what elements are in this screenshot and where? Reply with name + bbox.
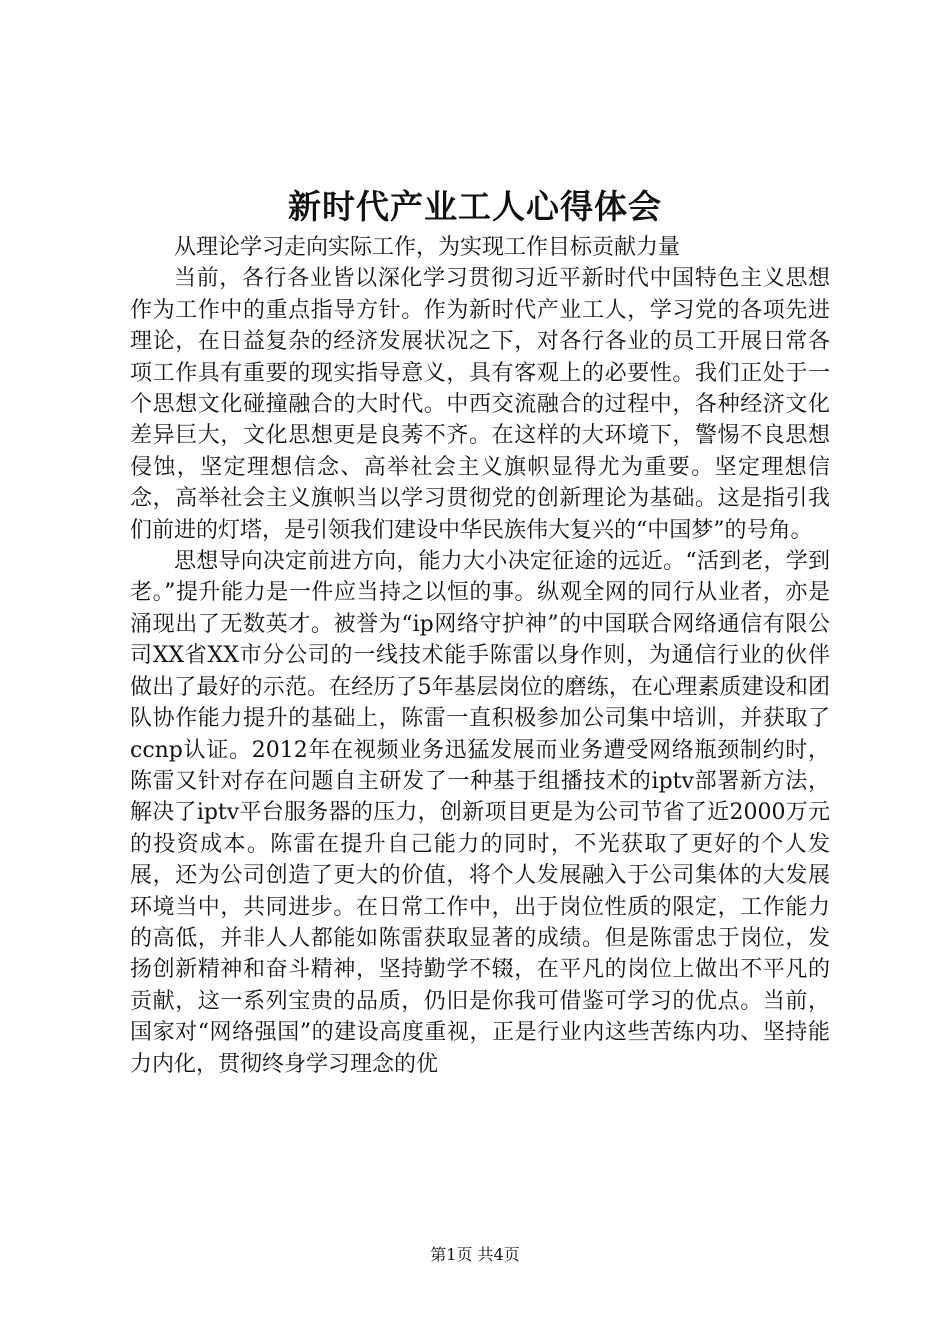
body-paragraph: 当前，各行各业皆以深化学习贯彻习近平新时代中国特色主义思想作为工作中的重点指导方针。作为新时代产业工人，学习党的各项先进理论，在日益复杂的经济发展状况之下，对各行各业的员工开展日常各项工作具有重要的现实指导意义，具有客观上的必要性。我们正处于一个思想文化碰撞融合的大时代。中西交流融合的过程中，各种经济文化差异巨大，文化思想更是良莠不齐。在这样的大环境下，警惕不良思想侵蚀，坚定理想信念、高举社会主义旗帜显得尤为重要。坚定理想信念，高举社会主义旗帜当以学习贯彻党的创新理论为基础。这是指引我们前进的灯塔，是引领我们建设中华民族伟大复兴的“中国梦”的号角。 bbox=[130, 266, 830, 543]
page-footer: 第1页 共4页 bbox=[430, 1245, 520, 1264]
document-title: 新时代产业工人心得体会 bbox=[288, 187, 662, 226]
body-paragraph: 思想导向决定前进方向，能力大小决定征途的远近。“活到老，学到老。”提升能力是一件应当持之以恒的事。纵观全网的同行从业者，亦是涌现出了无数英才。被誉为“ip网络守护神”的中国联合网络通信有限公司XX省XX市分公司的一线技术能手陈雷以身作则，为通信行业的伙伴做出了最好的示范。在经历了5年基层岗位的磨练，在心理素质建设和团队协作能力提升的基础上，陈雷一直积极参加公司集中培训，并获取了ccnp认证。2012年在视频业务迅猛发展而业务遭受网络瓶颈制约时，陈雷又针对存在问题自主研发了一种基于组播技术的iptv部署新方法，解决了iptv平台服务器的压力，创新项目更是为公司节省了近2000万元的投资成本。陈雷在提升自己能力的同时，不光获取了更好的个人发展，还为公司创造了更大的价值，将个人发展融入于公司集体的大发展环境当中，共同进步。在日常工作中，出于岗位性质的限定，工作能力的高低，并非人人都能如陈雷获取显著的成绩。但是陈雷忠于岗位，发扬创新精神和奋斗精神，坚持勤学不辍，在平凡的岗位上做出不平凡的贡献，这一系列宝贵的品质，仍旧是你我可借鉴可学习的优点。当前，国家对“网络强国”的建设高度重视，正是行业内这些苦练内功、坚持能力内化，贯彻终身学习理念的优 bbox=[130, 549, 830, 1077]
subtitle-paragraph: 从理论学习走向实际工作，为实现工作目标贡献力量 bbox=[174, 235, 681, 260]
document-body bbox=[130, 232, 830, 1080]
